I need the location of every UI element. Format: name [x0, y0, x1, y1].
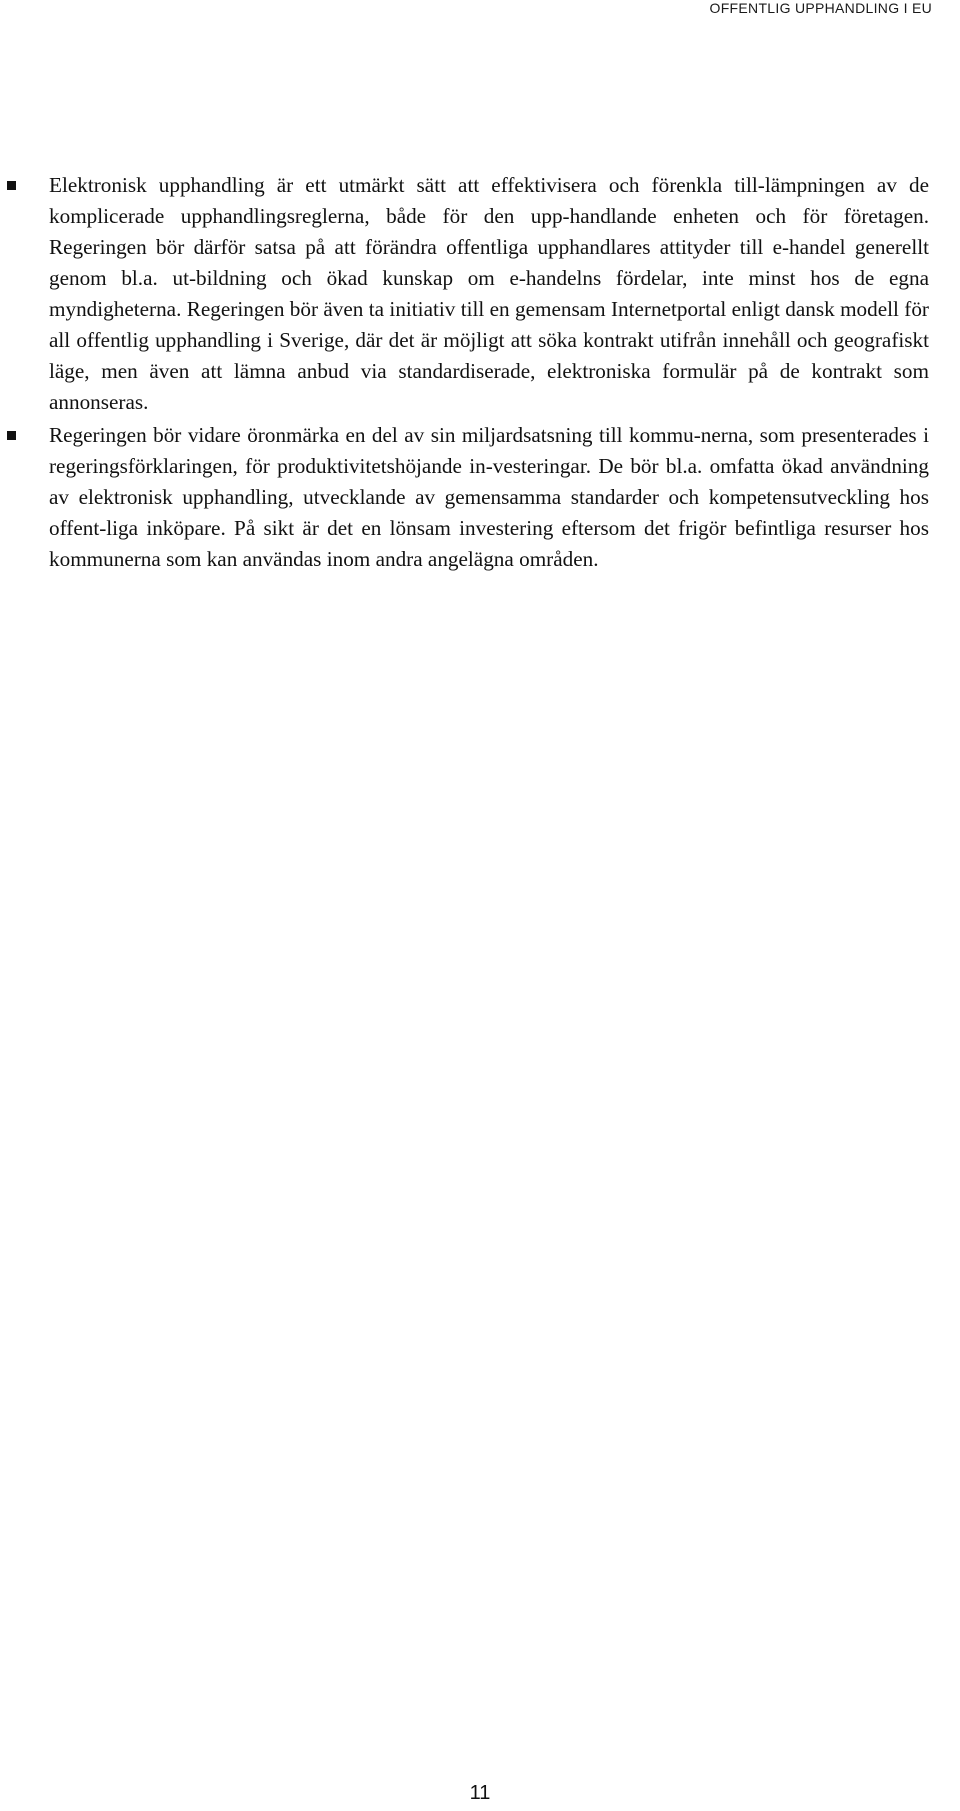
bullet-item — [49, 170, 929, 418]
square-bullet-icon — [7, 181, 16, 190]
square-bullet-icon — [7, 431, 16, 440]
running-header: OFFENTLIG UPPHANDLING I EU — [709, 0, 932, 16]
page-number: 11 — [469, 1782, 491, 1804]
bullet-text: Elektronisk upphandling är ett utmärkt sätt att effektivisera och förenkla till-lämpningen av de komplicerade upphandlingsreglerna, både för den upp-handlande enheten och för företagen. Regeringen bör därför satsa på att förändra offentliga upphandlares attityder till e-handel generellt genom bl.a. ut-bildning och ökad kunskap om e-handelns fördelar, inte minst hos de egna myndigheterna. Regeringen bör även ta initiativ till en gemensam Internetportal enligt dansk modell för all offentlig upphandling i Sverige, där det är möjligt att söka kontrakt utifrån innehåll och geografiskt läge, men även att lämna anbud via standardiserade, elektroniska formulär på de kontrakt som annonseras. — [49, 173, 929, 414]
document-body — [0, 170, 960, 577]
bullet-item — [49, 420, 929, 575]
bullet-text: Regeringen bör vidare öronmärka en del av sin miljardsatsning till kommu-nerna, som presenterades i regeringsförklaringen, för produktivitetshöjande in-vesteringar. De bör bl.a. omfatta ökad användning av elektronisk upphandling, utvecklande av gemensamma standarder och kompetensutveckling hos offent-liga inköpare. På sikt är det en lönsam investering eftersom det frigör befintliga resurser hos kommunerna som kan användas inom andra angelägna områden. — [49, 423, 929, 571]
